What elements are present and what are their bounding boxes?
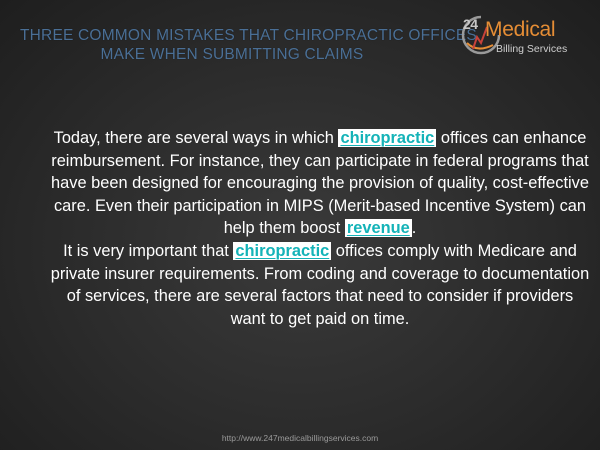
logo-name: Medical: [485, 18, 556, 41]
paragraph-1: [50, 127, 590, 240]
chiropractic-link[interactable]: chiropractic: [340, 129, 435, 147]
paragraph-2-text-b: offices comply with Medicare and private insurer requirements. From coding and coverage to documentation of services, there are several factors that need to consider if providers want to get paid on time.: [50, 241, 590, 328]
paragraph-1-text-a: Today, there are several ways in which: [53, 129, 339, 147]
title-line-2: MAKE WHEN SUBMITTING CLAIMS: [100, 46, 364, 63]
paragraph-1-text-b: offices can enhance reimbursement. For instance, they can participate in federal programs that have been designed for encouraging the provision of quality, cost-effective care. Even their participation in MIPS (Merit-based Incentive System) can help them boost: [51, 129, 589, 238]
title-line-1: THREE COMMON MISTAKES THAT CHIROPRACTIC OFFICES: [20, 27, 477, 44]
logo-number: 24: [463, 16, 478, 32]
body-text: [50, 127, 590, 330]
logo-subtitle: Billing Services: [496, 43, 568, 55]
paragraph-2: [50, 240, 590, 330]
slide-title: [20, 26, 477, 64]
paragraph-2-text-a: It is very important that: [63, 241, 234, 260]
revenue-link[interactable]: revenue: [346, 219, 410, 238]
footer-url: http://www.247medicalbillingservices.com: [221, 433, 379, 443]
company-logo: [459, 10, 595, 56]
paragraph-1-text-c: .: [411, 219, 417, 238]
chiropractic-link-2[interactable]: chiropractic: [235, 241, 330, 260]
